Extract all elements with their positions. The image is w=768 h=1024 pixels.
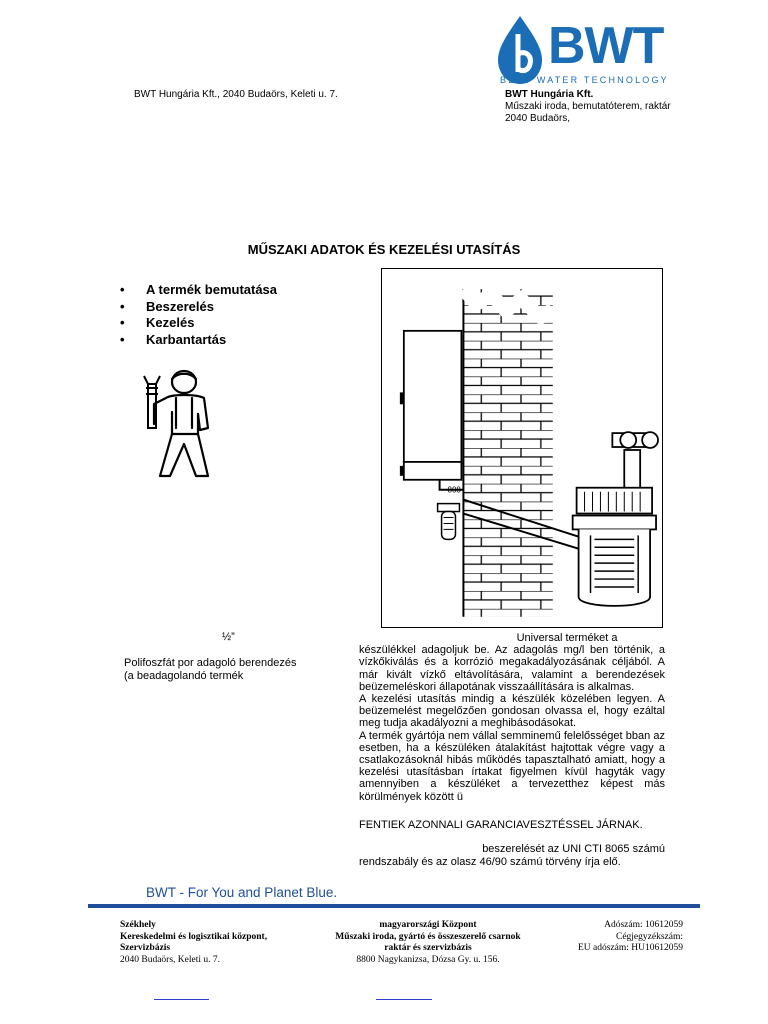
pipe-size-label: ½”	[222, 631, 235, 643]
footer-line: Cégjegyzékszám:	[615, 931, 683, 942]
paragraph: készülékkel adagoljuk be. Az adagolás mg/l ben történik, a vízkőkiválás és a korrózió megakadályozásának céljából. A már kivált vízkő eltávolítására, valamint a berendezések beüzemeléskori állapotának visszaállítására is alkalmas.	[359, 644, 665, 693]
note-line: Polifoszfát por adagoló berendezés	[124, 657, 297, 669]
footer-line: Műszaki iroda, gyártó és összeszerelő csarnok	[335, 931, 521, 942]
footer-line: Adószám: 10612059	[604, 920, 683, 930]
footer-divider	[88, 904, 700, 908]
address-left: BWT Hungária Kft., 2040 Budaörs, Keleti u. 7.	[134, 89, 338, 100]
paragraph: A termék gyártója nem vállal semminemű felelősséget bban az esetben, ha a készüléken átalakítást hajtottak végre vagy a csatlakozásoknál hibás működés tapasztalható amiatt, hogy a kezelési utasításban írtakat figyelmen kívül hagyták vagy amennyiben a készüléket a tervezetthez képest más körülmények között ü	[359, 729, 665, 803]
hyperlink-underline[interactable]	[154, 999, 209, 1000]
footer-line: Szervizbázis	[120, 943, 171, 953]
logo-tagline: BEST WATER TECHNOLOGY	[500, 75, 669, 85]
address-line: Műszaki iroda, bemutatóterem, raktár	[505, 101, 671, 112]
product-note	[124, 657, 324, 683]
norm-line: rendszabály és az olasz 46/90 számú törvény írja elő.	[359, 855, 621, 868]
guarantee-warning: FENTIEK AZONNALI GARANCIAVESZTÉSSEL JÁRNAK.	[359, 819, 643, 831]
list-item: • Karbantartás	[120, 332, 277, 349]
footer-line: EU adószám: HU10612059	[577, 943, 683, 953]
address-company: BWT Hungária Kft.	[505, 89, 594, 100]
address-right	[505, 89, 705, 125]
footer-line: 2040 Budaörs, Keleti u. 7.	[120, 954, 221, 965]
figure-label: 808	[447, 485, 461, 495]
footer-line: Kereskedelmi és logisztikai központ,	[120, 931, 268, 942]
paragraph-intro: Universal terméket a	[516, 632, 618, 644]
norm-line: beszerelését az UNI CTI 8065 számú	[482, 843, 665, 855]
footer-label: magyarországi Központ	[379, 920, 477, 930]
contents-list	[120, 282, 277, 348]
logo-wordmark: BWT	[548, 17, 664, 75]
address-line: 2040 Budaörs,	[505, 113, 571, 124]
footer-headquarters	[120, 920, 320, 966]
footer-label: Székhely	[120, 920, 156, 930]
footer-tax-info	[540, 920, 683, 955]
list-item: • Kezelés	[120, 315, 277, 332]
hyperlink-underline[interactable]	[376, 999, 432, 1000]
footer-slogan: BWT - For You and Planet Blue.	[146, 885, 338, 900]
technician-icon	[138, 368, 228, 486]
footer-line: 8800 Nagykanizsa, Dózsa Gy. u. 156.	[356, 954, 500, 965]
note-line: (a beadagolandó termék	[124, 670, 244, 682]
installation-diagram	[381, 268, 663, 628]
footer-line: raktár és szervizbázis	[384, 943, 472, 953]
paragraph: A kezelési utasítás mindig a készülék közelében legyen. A beüzemelést megelőzően gondosan olvassa el, hogy ezáltal meg tudja akadályozni a meghibásodásokat.	[359, 693, 665, 730]
document-title: MŰSZAKI ADATOK ÉS KEZELÉSI UTASÍTÁS	[247, 242, 521, 257]
list-item: • A termék bemutatása	[120, 282, 277, 299]
body-text	[359, 632, 665, 803]
installation-norm	[359, 843, 665, 868]
footer-central-office	[318, 920, 538, 966]
list-item: • Beszerelés	[120, 299, 277, 316]
